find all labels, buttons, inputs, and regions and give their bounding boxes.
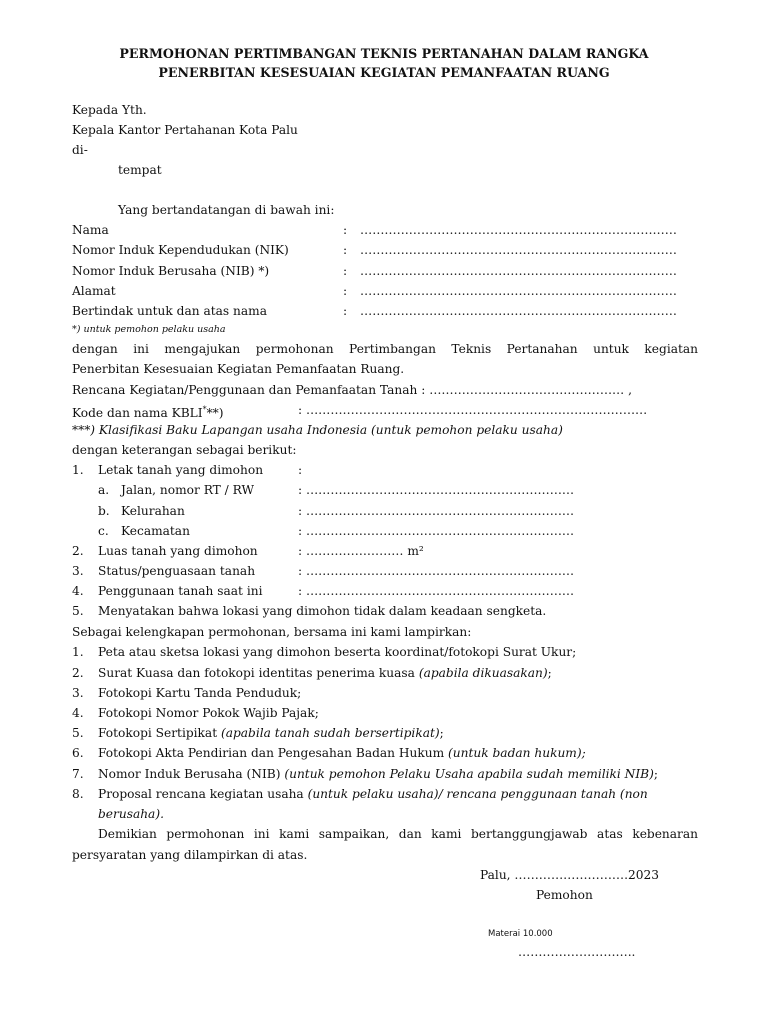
field-label: Nomor Induk Kependudukan (NIK): [72, 243, 289, 257]
keterangan-intro: dengan keterangan sebagai berikut:: [72, 443, 297, 457]
list-number: 2.: [72, 544, 84, 558]
document-title-line-2: PENERBITAN KESESUAIAN KEGIATAN PEMANFAATAN RUANG: [158, 65, 610, 80]
lampiran-text: Nomor Induk Berusaha (NIB): [98, 767, 285, 781]
field-colon: :: [343, 243, 348, 257]
kbli-label-text: Kode dan nama KBLI: [72, 406, 203, 421]
sub-value: : …………………………………………………………: [298, 524, 575, 538]
rencana-label: [72, 382, 632, 398]
field-colon: :: [343, 304, 348, 318]
address-line-3: di-: [72, 143, 88, 157]
field-dots: ……………………………………………………………………: [360, 243, 677, 257]
lampiran-number: 5.: [72, 726, 84, 740]
address-line-4: tempat: [118, 163, 162, 177]
sub-number: a.: [98, 483, 110, 497]
lampiran-continuation: berusaha).: [98, 807, 164, 821]
lampiran-intro: Sebagai kelengkapan permohonan, bersama ini kami lampirkan:: [72, 625, 472, 639]
lampiran-number: 4.: [72, 706, 84, 720]
address-line-1: Kepada Yth.: [72, 103, 147, 117]
list-number: 1.: [72, 463, 84, 477]
field-label: Alamat: [72, 284, 116, 298]
field-dots: ……………………………………………………………………: [360, 304, 677, 318]
lampiran-note: (untuk pemohon Pelaku Usaha apabila sudah memiliki NIB): [284, 767, 654, 781]
lampiran-item: [98, 766, 658, 782]
lampiran-text: Fotokopi Sertipikat: [98, 726, 221, 740]
lampiran-note: (untuk pelaku usaha)/ rencana penggunaan tanah (non: [307, 787, 648, 801]
kbli-sup: *: [202, 405, 207, 414]
field-label: Bertindak untuk dan atas nama: [72, 304, 267, 318]
lampiran-number: 6.: [72, 746, 84, 760]
lampiran-item: [98, 644, 576, 660]
list-value: : …………………… m²: [298, 544, 424, 558]
lampiran-note: (untuk badan hukum);: [448, 746, 586, 760]
field-colon: :: [343, 223, 348, 237]
field-dots: ……………………………………………………………………: [360, 284, 677, 298]
document-title-line-1: PERMOHONAN PERTIMBANGAN TEKNIS PERTANAHAN DALAM RANGKA: [119, 46, 649, 61]
list-number: 5.: [72, 604, 84, 618]
lampiran-text: Peta atau sketsa lokasi yang dimohon beserta koordinat/fotokopi Surat Ukur;: [98, 645, 577, 659]
lampiran-item: [98, 665, 552, 681]
field-colon: :: [343, 264, 348, 278]
list-label: Letak tanah yang dimohon: [98, 463, 264, 477]
closing-line-1: Demikian permohonan ini kami sampaikan, dan kami bertanggungjawab atas kebenaran: [98, 827, 698, 841]
list-label: Menyatakan bahwa lokasi yang dimohon tidak dalam keadaan sengketa.: [98, 604, 547, 618]
sub-label: Kelurahan: [121, 504, 185, 518]
place-date: Palu, ……………………….2023: [480, 868, 659, 882]
lampiran-text: Fotokopi Kartu Tanda Penduduk;: [98, 686, 302, 700]
lampiran-number: 7.: [72, 767, 84, 781]
list-label: Luas tanah yang dimohon: [98, 544, 258, 558]
list-value: : …………………………………………………………: [298, 564, 575, 578]
field-label: Nama: [72, 223, 109, 237]
lampiran-text: Proposal rencana kegiatan usaha: [98, 787, 308, 801]
list-label: Penggunaan tanah saat ini: [98, 584, 263, 598]
lampiran-number: 1.: [72, 645, 84, 659]
lampiran-text: Fotokopi Nomor Pokok Wajib Pajak;: [98, 706, 319, 720]
list-value: : …………………………………………………………: [298, 584, 575, 598]
field-colon: :: [343, 284, 348, 298]
sub-value: : …………………………………………………………: [298, 483, 575, 497]
lampiran-end: ;: [439, 726, 444, 740]
lampiran-item: [98, 745, 586, 761]
stamp-label: Materai 10.000: [488, 929, 553, 939]
intro-text: Yang bertandatangan di bawah ini:: [118, 203, 335, 217]
footnote-kbli: ***) Klasifikasi Baku Lapangan usaha Indonesia (untuk pemohon pelaku usaha): [72, 423, 563, 437]
kbli-label-end: **): [206, 406, 224, 421]
field-dots: ……………………………………………………………………: [360, 264, 677, 278]
lampiran-end: ;: [653, 767, 658, 781]
rencana-dots: ………………………………………… ,: [429, 383, 632, 397]
lampiran-number: 3.: [72, 686, 84, 700]
lampiran-number: 8.: [72, 787, 84, 801]
request-line-2: Penerbitan Kesesuaian Kegiatan Pemanfaatan Ruang.: [72, 362, 405, 376]
closing-line-2: persyaratan yang dilampirkan di atas.: [72, 848, 308, 862]
footnote-nib: *) untuk pemohon pelaku usaha: [72, 324, 226, 335]
lampiran-text: Surat Kuasa dan fotokopi identitas penerima kuasa: [98, 666, 419, 680]
lampiran-item: [98, 685, 301, 701]
lampiran-item: [98, 725, 444, 741]
list-number: 3.: [72, 564, 84, 578]
lampiran-number: 2.: [72, 666, 84, 680]
kbli-label: [72, 402, 224, 421]
lampiran-end: ;: [547, 666, 552, 680]
sub-label: Kecamatan: [121, 524, 190, 538]
sub-value: : …………………………………………………………: [298, 504, 575, 518]
signer-role: Pemohon: [536, 888, 593, 902]
list-label: Status/penguasaan tanah: [98, 564, 256, 578]
rencana-label-text: Rencana Kegiatan/Penggunaan dan Pemanfaatan Tanah :: [72, 383, 426, 397]
list-number: 4.: [72, 584, 84, 598]
lampiran-text: Fotokopi Akta Pendirian dan Pengesahan Badan Hukum: [98, 746, 449, 760]
list-colon: :: [298, 463, 303, 477]
address-line-2: Kepala Kantor Pertahanan Kota Palu: [72, 123, 298, 137]
lampiran-note: (apabila tanah sudah bersertipikat): [220, 726, 440, 740]
kbli-dots: : …………………………………………………………………………: [298, 403, 648, 417]
lampiran-item: [98, 705, 319, 721]
request-line-1: dengan ini mengajukan permohonan Pertimbangan Teknis Pertanahan untuk kegiatan: [72, 342, 698, 356]
sub-label: Jalan, nomor RT / RW: [121, 483, 255, 497]
lampiran-note: (apabila dikuasakan): [418, 666, 548, 680]
sub-number: c.: [98, 524, 109, 538]
lampiran-item: [98, 786, 648, 802]
signature-name-line: ………………………..: [518, 945, 636, 959]
field-dots: ……………………………………………………………………: [360, 223, 677, 237]
field-label: Nomor Induk Berusaha (NIB) *): [72, 264, 270, 278]
sub-number: b.: [98, 504, 110, 518]
